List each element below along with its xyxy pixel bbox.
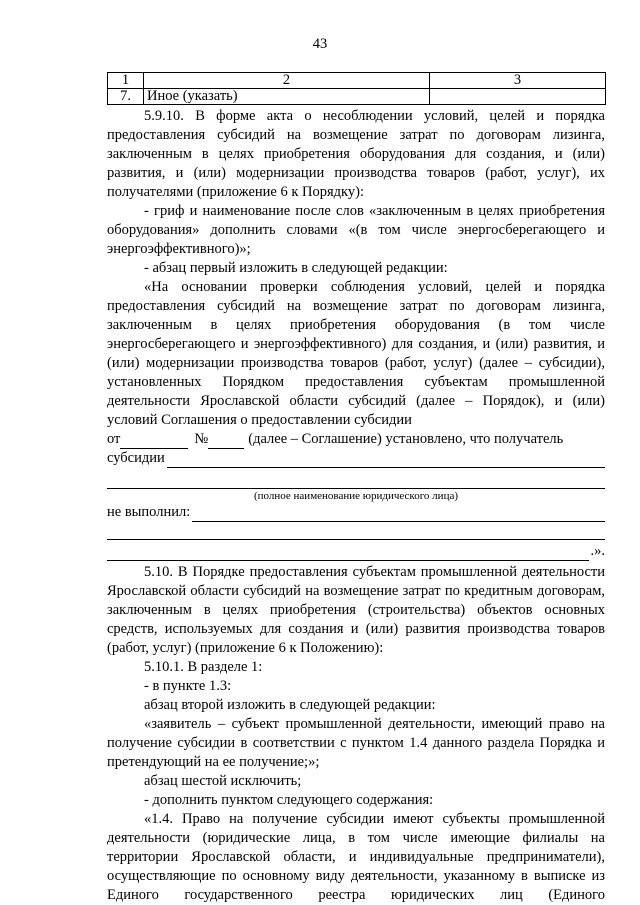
table-header-cell: 2 [144, 73, 430, 89]
agreement-line [107, 430, 605, 449]
not-fulfilled-blank-line [192, 507, 605, 522]
page-number: 43 [312, 36, 328, 52]
table-cell: Иное (указать) [144, 89, 430, 105]
paragraph-first-abzac: - абзац первый изложить в следующей редакции: [144, 260, 448, 276]
agreement-tail-text: (далее – Соглашение) установлено, что получатель [248, 431, 564, 447]
paragraph-applicant-definition: «заявитель – субъект промышленной деятельности, имеющий право на получение субсидии в соответствии с пунктом 1.4 данного раздела Порядка и претендующий на ее получение;»; [107, 716, 605, 770]
paragraph-5-10: 5.10. В Порядке предоставления субъектам промышленной деятельности Ярославской области субсидий на возмещение затрат по кредитным договорам, заключенным в целях приобретения (строительства) объектов основных средств, используемых для создания и (или) развития производства товаров (работ, услуг) (приложение 6 к Положению): [107, 564, 605, 656]
date-blank-line [120, 434, 188, 449]
recipient-blank-line [167, 453, 605, 468]
paragraph-point-1-4: «1.4. Право на получение субсидии имеют субъекты промышленной деятельности (юридические лица, в том числе имеющие филиалы на территории Ярославской области, и индивидуальные предприниматели), осуществляющие по основному виду деятельности, указанному в выписке из Единого государственного реестра юридических лиц (Единого [107, 811, 605, 903]
number-sign: № [194, 431, 209, 447]
table-header-cell: 1 [108, 73, 144, 89]
end-line [107, 542, 605, 561]
paragraph-sixth-abzac: абзац шестой исключить; [144, 773, 302, 789]
paragraph-point-1-3: - в пункте 1.3: [144, 678, 232, 694]
paragraph-add-point: - дополнить пунктом следующего содержания: [144, 792, 434, 808]
paragraph-5-10-1: 5.10.1. В разделе 1: [144, 659, 263, 675]
blank-caption: (полное наименование юридического лица) [253, 490, 458, 502]
number-blank-line [208, 434, 244, 449]
not-fulfilled-blank-line-2 [107, 527, 605, 540]
table-cell [430, 89, 606, 105]
paragraph-second-abzac: абзац второй изложить в следующей редакции: [144, 697, 436, 713]
end-mark: .». [590, 543, 605, 559]
table-header-row [108, 73, 606, 89]
paragraph-quote-text: «На основании проверки соблюдения условий, целей и порядка предоставления субсидий на возмещение затрат по договорам лизинга, заключенным в целях приобретения оборудования (в том числе энергосберегающего и энергоэффективного) для создания, и (или) развития, и (или) модернизации производства товаров (работ, услуг) (далее – субсидии), установленных Порядком предоставления субъектам промышленной деятельности Ярославской области субсидий (далее – Порядок), и (или) условий Соглашения о предоставлении субсидии [107, 279, 605, 428]
not-fulfilled-line [107, 503, 605, 522]
subsidy-recipient-line [107, 449, 605, 468]
not-fulfilled-label: не выполнил: [107, 504, 191, 520]
paragraph-5-9-10: 5.9.10. В форме акта о несоблюдении условий, целей и порядка предоставления субсидий на возмещение затрат по договорам лизинга, заключенным в целях приобретения оборудования для создания, и (или) развития, и (или) модернизации производства товаров (работ, услуг), их получателями (приложение 6 к Порядку): [107, 108, 605, 200]
document-body [107, 107, 605, 905]
from-label: от [107, 431, 121, 447]
recipient-blank-line-2 [107, 476, 605, 489]
subsidy-label: субсидии [107, 450, 165, 466]
criteria-table [107, 72, 606, 105]
table-row [108, 89, 606, 105]
table-header-cell: 3 [430, 73, 606, 89]
table-cell: 7. [108, 89, 144, 105]
paragraph-stamp-change: - гриф и наименование после слов «заключенным в целях приобретения оборудования» дополнить словами «(в том числе энергосберегающего и энергоэффективного)»; [107, 203, 605, 257]
end-blank-line [107, 546, 589, 561]
